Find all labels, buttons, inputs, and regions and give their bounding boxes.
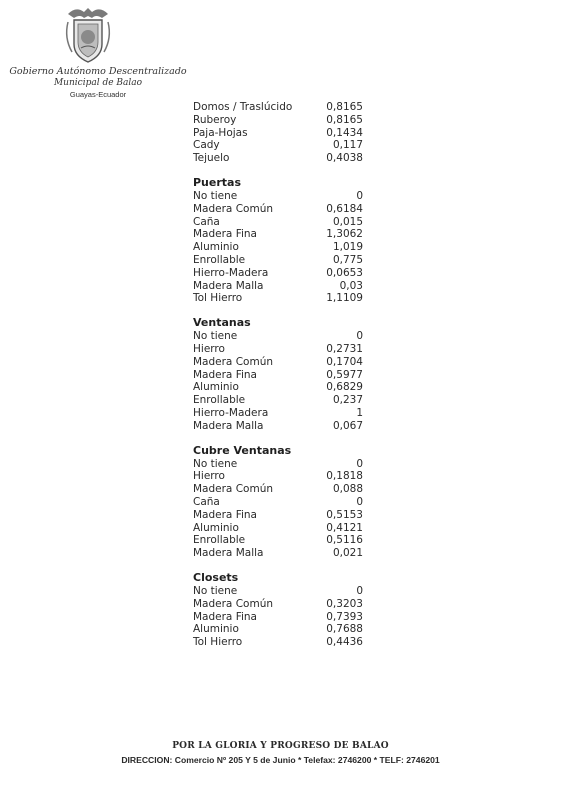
table-row <box>193 152 363 165</box>
row-label: Madera Fina <box>193 228 257 241</box>
table-row <box>193 228 363 241</box>
table-row <box>193 509 363 522</box>
row-label: Madera Común <box>193 355 274 368</box>
row-label: Madera Común <box>193 597 274 610</box>
row-value: 1,1109 <box>326 292 363 305</box>
table-row <box>193 101 363 114</box>
org-subtitle: Municipal de Balao <box>53 78 143 88</box>
row-value: 1,3062 <box>326 228 363 241</box>
table-row <box>193 585 363 598</box>
section-title: Ventanas <box>193 316 251 330</box>
row-value: 0,1434 <box>326 126 363 139</box>
row-label: Cady <box>193 139 220 152</box>
row-value: 0,5153 <box>326 508 363 521</box>
row-label: No tiene <box>193 330 238 343</box>
row-value: 0,7393 <box>326 610 363 623</box>
row-value: 0,015 <box>332 215 363 228</box>
table-row <box>193 280 363 293</box>
row-label: Tejuelo <box>193 152 230 165</box>
row-label: Aluminio <box>193 381 239 394</box>
techo-group <box>193 101 363 165</box>
letterhead <box>0 0 200 110</box>
row-label: Madera Común <box>193 202 274 215</box>
table-row <box>193 241 363 254</box>
table-row <box>193 381 363 394</box>
table-row <box>193 496 363 509</box>
row-value: 0,6184 <box>326 202 363 215</box>
table-row <box>193 420 363 433</box>
row-value: 0,5116 <box>326 534 363 547</box>
row-label: Hierro <box>193 342 225 355</box>
section-title: Closets <box>193 570 239 584</box>
row-value: 0,117 <box>332 139 363 152</box>
footer-motto: POR LA GLORIA Y PROGRESO DE BALAO <box>172 741 389 751</box>
row-value: 0,2731 <box>326 342 363 355</box>
value-table <box>193 101 363 649</box>
table-row <box>193 458 363 471</box>
row-value: 0,1704 <box>326 355 363 368</box>
table-row <box>193 127 363 140</box>
row-value: 0,4038 <box>326 152 363 165</box>
table-row <box>193 356 363 369</box>
row-value: 0,4436 <box>326 636 363 649</box>
row-value: 1 <box>356 406 363 419</box>
table-row <box>193 203 363 216</box>
table-row <box>193 547 363 560</box>
row-label: Madera Malla <box>193 279 264 292</box>
table-row <box>193 343 363 356</box>
row-label: Madera Fina <box>193 508 257 521</box>
row-label: Caña <box>193 215 220 228</box>
row-value: 0,7688 <box>326 623 363 636</box>
row-value: 0 <box>356 457 363 470</box>
table-row <box>193 470 363 483</box>
section-closets <box>193 571 363 649</box>
table-row <box>193 611 363 624</box>
row-value: 0,088 <box>332 483 363 496</box>
municipal-seal-icon <box>62 4 114 66</box>
table-row <box>193 534 363 547</box>
row-value: 0,5977 <box>326 368 363 381</box>
row-label: Enrollable <box>193 534 246 547</box>
row-value: 0,1818 <box>326 470 363 483</box>
table-row <box>193 139 363 152</box>
table-row <box>193 254 363 267</box>
row-value: 0,237 <box>332 394 363 407</box>
row-label: Domos / Traslúcido <box>193 101 293 113</box>
table-row <box>193 216 363 229</box>
row-label: Ruberoy <box>193 113 237 126</box>
org-location: Guayas-Ecuador <box>69 90 127 99</box>
row-label: Hierro-Madera <box>193 266 269 279</box>
table-row <box>193 330 363 343</box>
row-value: 0,6829 <box>326 381 363 394</box>
row-label: Madera Común <box>193 483 274 496</box>
row-value: 0,775 <box>332 253 363 266</box>
row-value: 0,8165 <box>326 113 363 126</box>
section-ventanas <box>193 316 363 432</box>
footer-address: DIRECCION: Comercio Nº 205 Y 5 de Junio * Telefax: 2746200 * TELF: 2746201 <box>121 755 440 765</box>
row-label: Madera Fina <box>193 610 257 623</box>
row-value: 0,03 <box>339 279 363 292</box>
row-label: Enrollable <box>193 253 246 266</box>
table-row <box>193 394 363 407</box>
table-row <box>193 190 363 203</box>
row-label: Madera Malla <box>193 419 264 432</box>
row-label: Aluminio <box>193 521 239 534</box>
table-row <box>193 292 363 305</box>
row-label: Hierro <box>193 470 225 483</box>
row-label: Caña <box>193 495 220 508</box>
row-label: Hierro-Madera <box>193 406 269 419</box>
row-label: Aluminio <box>193 241 239 254</box>
row-label: Paja-Hojas <box>193 126 248 139</box>
row-value: 0,067 <box>332 419 363 432</box>
row-label: Madera Malla <box>193 547 264 560</box>
table-row <box>193 598 363 611</box>
row-value: 0,0653 <box>326 266 363 279</box>
table-row <box>193 267 363 280</box>
section-puertas <box>193 176 363 305</box>
section-cubre-ventanas <box>193 444 363 560</box>
table-row <box>193 407 363 420</box>
table-row <box>193 369 363 382</box>
row-value: 0,4121 <box>326 521 363 534</box>
row-label: Tol Hierro <box>193 636 243 649</box>
row-label: No tiene <box>193 189 238 202</box>
row-label: No tiene <box>193 584 238 597</box>
row-value: 0 <box>356 189 363 202</box>
row-label: Madera Fina <box>193 368 257 381</box>
section-title: Puertas <box>193 175 242 189</box>
row-label: Aluminio <box>193 623 239 636</box>
row-label: Enrollable <box>193 394 246 407</box>
org-name: Gobierno Autónomo Descentralizado <box>9 66 187 77</box>
row-value: 0 <box>356 584 363 597</box>
table-row <box>193 483 363 496</box>
table-row <box>193 623 363 636</box>
row-label: Tol Hierro <box>193 292 243 305</box>
row-value: 0 <box>356 495 363 508</box>
section-title: Cubre Ventanas <box>193 443 292 457</box>
row-value: 0,3203 <box>326 597 363 610</box>
table-row <box>193 636 363 649</box>
table-row <box>193 114 363 127</box>
row-value: 0 <box>356 330 363 343</box>
row-label: No tiene <box>193 457 238 470</box>
row-value: 0,021 <box>332 547 363 560</box>
row-value: 0,8165 <box>326 101 363 113</box>
table-row <box>193 522 363 535</box>
row-value: 1,019 <box>332 241 363 254</box>
